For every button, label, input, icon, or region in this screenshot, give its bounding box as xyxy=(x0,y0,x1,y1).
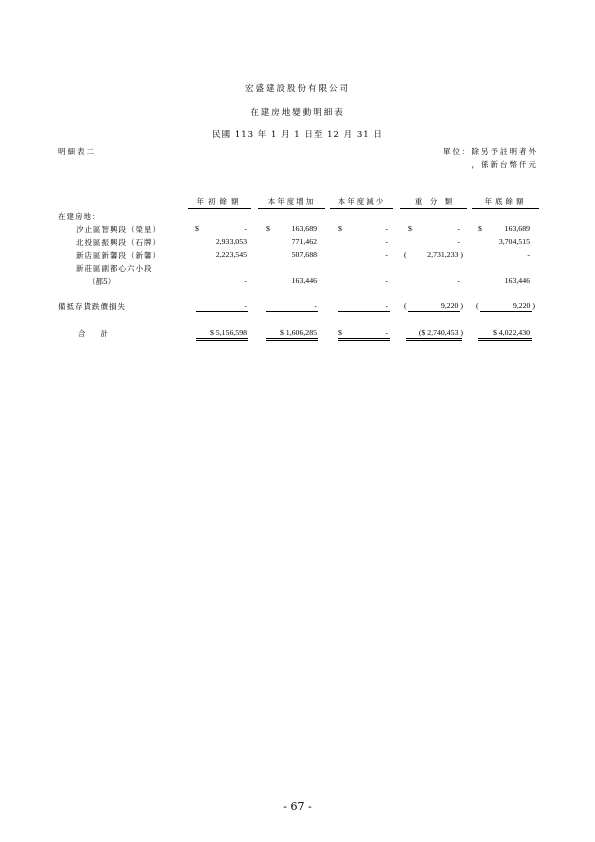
row-label: 汐止區智興段（榮星） xyxy=(76,225,161,234)
subtotal-underline xyxy=(480,311,532,312)
cell-decrease: - xyxy=(385,276,388,285)
cell-closing: 163,446 xyxy=(504,276,530,285)
cell-reclass: - xyxy=(457,224,460,233)
company-name: 宏盛建設股份有限公司 xyxy=(244,84,350,94)
currency-sign: $ xyxy=(338,224,342,233)
cell-opening: $ 5,156,598 xyxy=(209,328,247,337)
subtotal-underline xyxy=(266,311,318,312)
col-header-reclass: 重 分 類 xyxy=(400,196,467,207)
cell-closing: - xyxy=(527,250,530,259)
cell-opening: - xyxy=(244,301,247,310)
open-paren: ( xyxy=(404,250,407,259)
statement-period: 民國 113 年 1 月 1 日至 12 月 31 日 xyxy=(212,130,383,140)
total-double-underline xyxy=(196,338,248,339)
total-double-underline xyxy=(338,338,390,339)
row-label: 北投區振興段（石牌） xyxy=(76,238,161,247)
cell-decrease: - xyxy=(385,250,388,259)
subtotal-underline xyxy=(196,311,248,312)
currency-sign: $ xyxy=(478,224,482,233)
cell-reclass: - xyxy=(457,237,460,246)
currency-sign: $ xyxy=(266,224,270,233)
cell-decrease: - xyxy=(385,224,388,233)
col-header-closing: 年底餘額 xyxy=(472,196,539,207)
cell-increase: $ 1,606,285 xyxy=(279,328,317,337)
total-label: 合 計 xyxy=(78,329,108,338)
cell-reclass: - xyxy=(457,276,460,285)
cell-closing: $ 4,022,430 xyxy=(492,328,530,337)
cell-decrease: - xyxy=(385,301,388,310)
total-double-underline xyxy=(196,340,248,341)
currency-sign: $ xyxy=(195,224,199,233)
section-label: 在建房地： xyxy=(58,212,101,221)
currency-sign: $ xyxy=(338,328,342,337)
total-double-underline xyxy=(338,340,390,341)
cell-increase: 507,688 xyxy=(291,250,317,259)
unit-note-line1: 單位：除另予註明者外 xyxy=(443,147,538,156)
total-double-underline xyxy=(406,338,462,339)
col-header-decrease: 本年度減少 xyxy=(330,196,393,207)
total-double-underline xyxy=(406,340,462,341)
cell-increase: - xyxy=(314,301,317,310)
schedule-number: 明細表二 xyxy=(58,147,96,156)
cell-opening: - xyxy=(244,276,247,285)
cell-opening: 2,223,545 xyxy=(215,250,247,259)
open-paren: ( xyxy=(404,301,407,310)
cell-decrease: - xyxy=(385,237,388,246)
cell-closing: 3,704,515 xyxy=(498,237,530,246)
cell-closing: 9,220 ) xyxy=(512,301,535,310)
open-paren: ( xyxy=(476,301,479,310)
cell-increase: 163,689 xyxy=(291,224,317,233)
statement-title: 在建房地變動明細表 xyxy=(250,108,345,118)
cell-increase: 771,462 xyxy=(291,237,317,246)
total-double-underline xyxy=(478,340,532,341)
col-header-increase: 本年度增加 xyxy=(258,196,325,207)
currency-sign: $ xyxy=(408,224,412,233)
subtotal-underline xyxy=(408,311,460,312)
cell-increase: 163,446 xyxy=(291,276,317,285)
cell-opening: 2,933,053 xyxy=(215,237,247,246)
total-double-underline xyxy=(266,340,318,341)
cell-reclass: 9,220 ) xyxy=(440,301,463,310)
row-label-continued: （都5） xyxy=(88,277,116,286)
subtotal-underline xyxy=(338,311,390,312)
total-double-underline xyxy=(266,338,318,339)
cell-closing: 163,689 xyxy=(504,224,530,233)
unit-note-line2: ，係新台幣仟元 xyxy=(471,160,538,169)
cell-reclass: ($ 2,740,453 ) xyxy=(418,328,463,337)
page-number: - 67 - xyxy=(283,800,312,813)
row-label: 新莊區副都心六小段 xyxy=(76,264,153,273)
cell-opening: - xyxy=(244,224,247,233)
col-header-opening: 年初餘額 xyxy=(188,196,251,207)
cell-decrease: - xyxy=(385,328,388,337)
cell-reclass: 2,731,233 ) xyxy=(427,250,463,259)
total-double-underline xyxy=(478,338,532,339)
row-label: 備抵存貨跌價損失 xyxy=(58,302,126,311)
row-label: 新店區新馨段（新馨） xyxy=(76,251,161,260)
